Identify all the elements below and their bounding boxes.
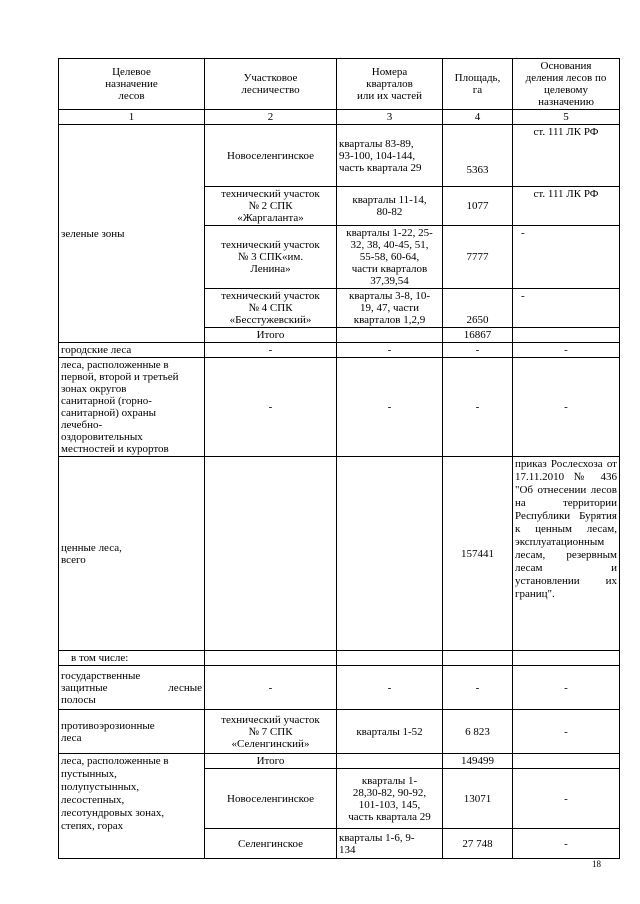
basis-cell: - bbox=[513, 710, 620, 754]
col-number: 5 bbox=[513, 110, 620, 125]
dash-cell: - bbox=[337, 358, 443, 457]
table-row bbox=[59, 358, 620, 457]
table-row bbox=[59, 754, 620, 769]
dash-cell: - bbox=[513, 358, 620, 457]
basis-cell: - bbox=[513, 829, 620, 859]
desert-zones-label: леса, расположенные в пустынных, полупустынных, лесостепных, лесотундровых зонах, степях, горах bbox=[59, 754, 205, 859]
dash-cell: - bbox=[443, 666, 513, 710]
area-cell: 7777 bbox=[443, 226, 513, 289]
dash-cell: - bbox=[513, 343, 620, 358]
basis-cell: - bbox=[513, 769, 620, 829]
empty-cell bbox=[205, 457, 337, 651]
header-area: Площадь, га bbox=[443, 59, 513, 110]
header-purpose: Целевое назначение лесов bbox=[59, 59, 205, 110]
quarters-cell: кварталы 11-14, 80-82 bbox=[337, 187, 443, 226]
forestry-cell: технический участок № 7 СПК «Селенгинский» bbox=[205, 710, 337, 754]
basis-cell: - bbox=[513, 226, 620, 289]
dash-cell: - bbox=[205, 358, 337, 457]
col-number: 1 bbox=[59, 110, 205, 125]
forestry-cell: Новоселенгинское bbox=[205, 769, 337, 829]
total-area: 149499 bbox=[443, 754, 513, 769]
empty-cell bbox=[443, 651, 513, 666]
basis-cell: ст. 111 ЛК РФ bbox=[513, 187, 620, 226]
area-cell: 6 823 bbox=[443, 710, 513, 754]
dash-cell: - bbox=[205, 343, 337, 358]
total-label: Итого bbox=[205, 754, 337, 769]
quarters-cell: кварталы 1-52 bbox=[337, 710, 443, 754]
forestry-cell: технический участок № 3 СПК«им. Ленина» bbox=[205, 226, 337, 289]
empty-cell bbox=[337, 328, 443, 343]
valuable-area: 157441 bbox=[443, 457, 513, 651]
empty-cell bbox=[513, 328, 620, 343]
area-cell: 27 748 bbox=[443, 829, 513, 859]
table-row bbox=[59, 651, 620, 666]
forestry-cell: технический участок № 4 СПК «Бесстужевский» bbox=[205, 289, 337, 328]
basis-cell: - bbox=[513, 289, 620, 328]
col-number: 3 bbox=[337, 110, 443, 125]
total-area: 16867 bbox=[443, 328, 513, 343]
table-row bbox=[59, 457, 620, 651]
area-cell: 13071 bbox=[443, 769, 513, 829]
empty-cell bbox=[337, 651, 443, 666]
empty-cell bbox=[337, 754, 443, 769]
total-label: Итого bbox=[205, 328, 337, 343]
basis-cell: ст. 111 ЛК РФ bbox=[513, 125, 620, 187]
table-row bbox=[59, 125, 620, 187]
page-number: 18 bbox=[592, 859, 601, 869]
table-header-row bbox=[59, 59, 620, 110]
area-cell: 2650 bbox=[443, 289, 513, 328]
forestry-cell: Новоселенгинское bbox=[205, 125, 337, 187]
valuable-basis: приказ Рослесхоза от 17.11.2010 № 436 "Об отнесении лесов на территории Республики Бурятия к ценным лесам, эксплуатационным лесам, резервным лесам и установлении их границ". bbox=[513, 457, 620, 651]
column-number-row bbox=[59, 110, 620, 125]
dash-cell: - bbox=[205, 666, 337, 710]
quarters-cell: кварталы 3-8, 10- 19, 47, части кварталов 1,2,9 bbox=[337, 289, 443, 328]
header-basis: Основания деления лесов по целевому назначению bbox=[513, 59, 620, 110]
valuable-forests-label: ценные леса, всего bbox=[59, 457, 205, 651]
quarters-cell: кварталы 1-22, 25- 32, 38, 40-45, 51, 55-58, 60-64, части кварталов 37,39,54 bbox=[337, 226, 443, 289]
table-row bbox=[59, 666, 620, 710]
empty-cell bbox=[205, 651, 337, 666]
including-label: в том числе: bbox=[59, 651, 205, 666]
quarters-cell: кварталы 83-89, 93-100, 104-144, часть квартала 29 bbox=[337, 125, 443, 187]
area-cell: 5363 bbox=[443, 125, 513, 187]
forestry-cell: технический участок № 2 СПК «Жаргаланта» bbox=[205, 187, 337, 226]
empty-cell bbox=[337, 457, 443, 651]
table-row bbox=[59, 710, 620, 754]
dash-cell: - bbox=[443, 343, 513, 358]
anti-erosion-label: противоэрозионные леса bbox=[59, 710, 205, 754]
table-row bbox=[59, 343, 620, 358]
forest-designation-table bbox=[58, 58, 620, 859]
sanitary-zones-label: леса, расположенные в первой, второй и третьей зонах округов санитарной (горно- санитарной) охраны лечебно- оздоровительных местностей и курортов bbox=[59, 358, 205, 457]
col-number: 4 bbox=[443, 110, 513, 125]
state-belts-label: государственные защитные лесные полосы bbox=[59, 666, 205, 710]
empty-cell bbox=[513, 754, 620, 769]
dash-cell: - bbox=[443, 358, 513, 457]
empty-cell bbox=[513, 651, 620, 666]
forestry-cell: Селенгинское bbox=[205, 829, 337, 859]
area-cell: 1077 bbox=[443, 187, 513, 226]
dash-cell: - bbox=[513, 666, 620, 710]
city-forests-label: городские леса bbox=[59, 343, 205, 358]
quarters-cell: кварталы 1- 28,30-82, 90-92, 101-103, 145, часть квартала 29 bbox=[337, 769, 443, 829]
green-zones-label: зеленые зоны bbox=[59, 125, 205, 343]
header-forestry: Участковое лесничество bbox=[205, 59, 337, 110]
header-quarters: Номера кварталов или их частей bbox=[337, 59, 443, 110]
dash-cell: - bbox=[337, 666, 443, 710]
quarters-cell: кварталы 1-6, 9- 134 bbox=[337, 829, 443, 859]
col-number: 2 bbox=[205, 110, 337, 125]
dash-cell: - bbox=[337, 343, 443, 358]
